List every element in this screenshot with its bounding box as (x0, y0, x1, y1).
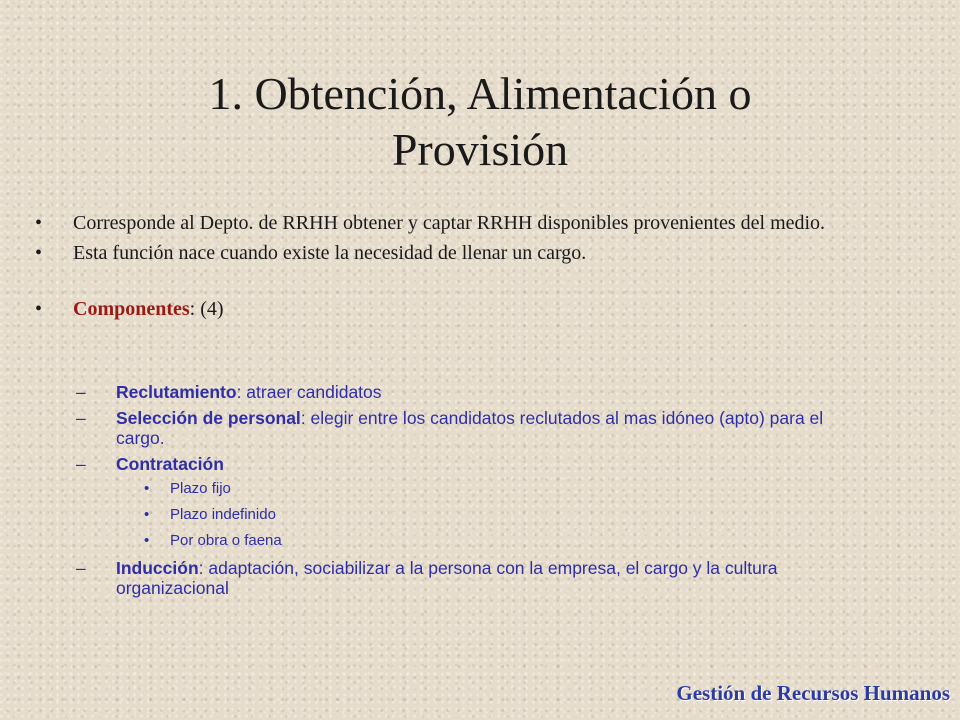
bullet-item (35, 212, 915, 234)
component-item-contratacion (76, 454, 876, 550)
bullet-item-componentes (35, 298, 915, 320)
component-item-seleccion (76, 408, 876, 448)
component-term: Selección de personal (116, 408, 301, 428)
componentes-count: : (4) (189, 298, 224, 320)
sub-bullet-marker: • (144, 480, 150, 497)
title-line-2: Provisión (391, 124, 569, 175)
bullet-marker: • (35, 212, 43, 234)
component-desc: : atraer candidatos (236, 382, 382, 402)
component-term: Contratación (116, 454, 224, 474)
component-term: Inducción (116, 558, 199, 578)
slide-title (80, 66, 880, 178)
contract-types-list (116, 480, 876, 550)
component-term: Reclutamiento (116, 382, 237, 402)
contract-type-item (130, 506, 876, 524)
bullet-marker: • (35, 298, 43, 320)
footer-course-name: Gestión de Recursos Humanos (676, 681, 950, 705)
component-desc: : elegir entre los candidatos reclutados al mas idóneo (apto) para el cargo. (116, 408, 824, 448)
component-item-induccion (76, 558, 876, 598)
dash-marker: – (76, 558, 86, 578)
bullet-text: Esta función nace cuando existe la necesidad de llenar un cargo. (73, 242, 587, 264)
contract-type-item (130, 480, 876, 498)
sub-bullet-marker: • (144, 532, 150, 549)
bullet-text: Corresponde al Depto. de RRHH obtener y captar RRHH disponibles provenientes del medio. (73, 212, 826, 234)
dash-marker: – (76, 382, 86, 402)
componentes-label: Componentes (73, 298, 190, 320)
bullet-item (35, 242, 915, 264)
bullet-marker: • (35, 242, 43, 264)
contract-type-text: Plazo indefinido (170, 506, 276, 523)
contract-type-text: Plazo fijo (170, 480, 231, 497)
main-bullet-list (35, 212, 915, 320)
dash-marker: – (76, 454, 86, 474)
title-line-1: 1. Obtención, Alimentación o (208, 68, 752, 119)
component-desc: : adaptación, sociabilizar a la persona con la empresa, el cargo y la cultura organizacional (116, 558, 778, 598)
dash-marker: – (76, 408, 86, 428)
sub-bullet-marker: • (144, 506, 150, 523)
components-list (76, 382, 876, 604)
component-item-reclutamiento (76, 382, 876, 402)
contract-type-text: Por obra o faena (170, 532, 282, 549)
contract-type-item (130, 532, 876, 550)
